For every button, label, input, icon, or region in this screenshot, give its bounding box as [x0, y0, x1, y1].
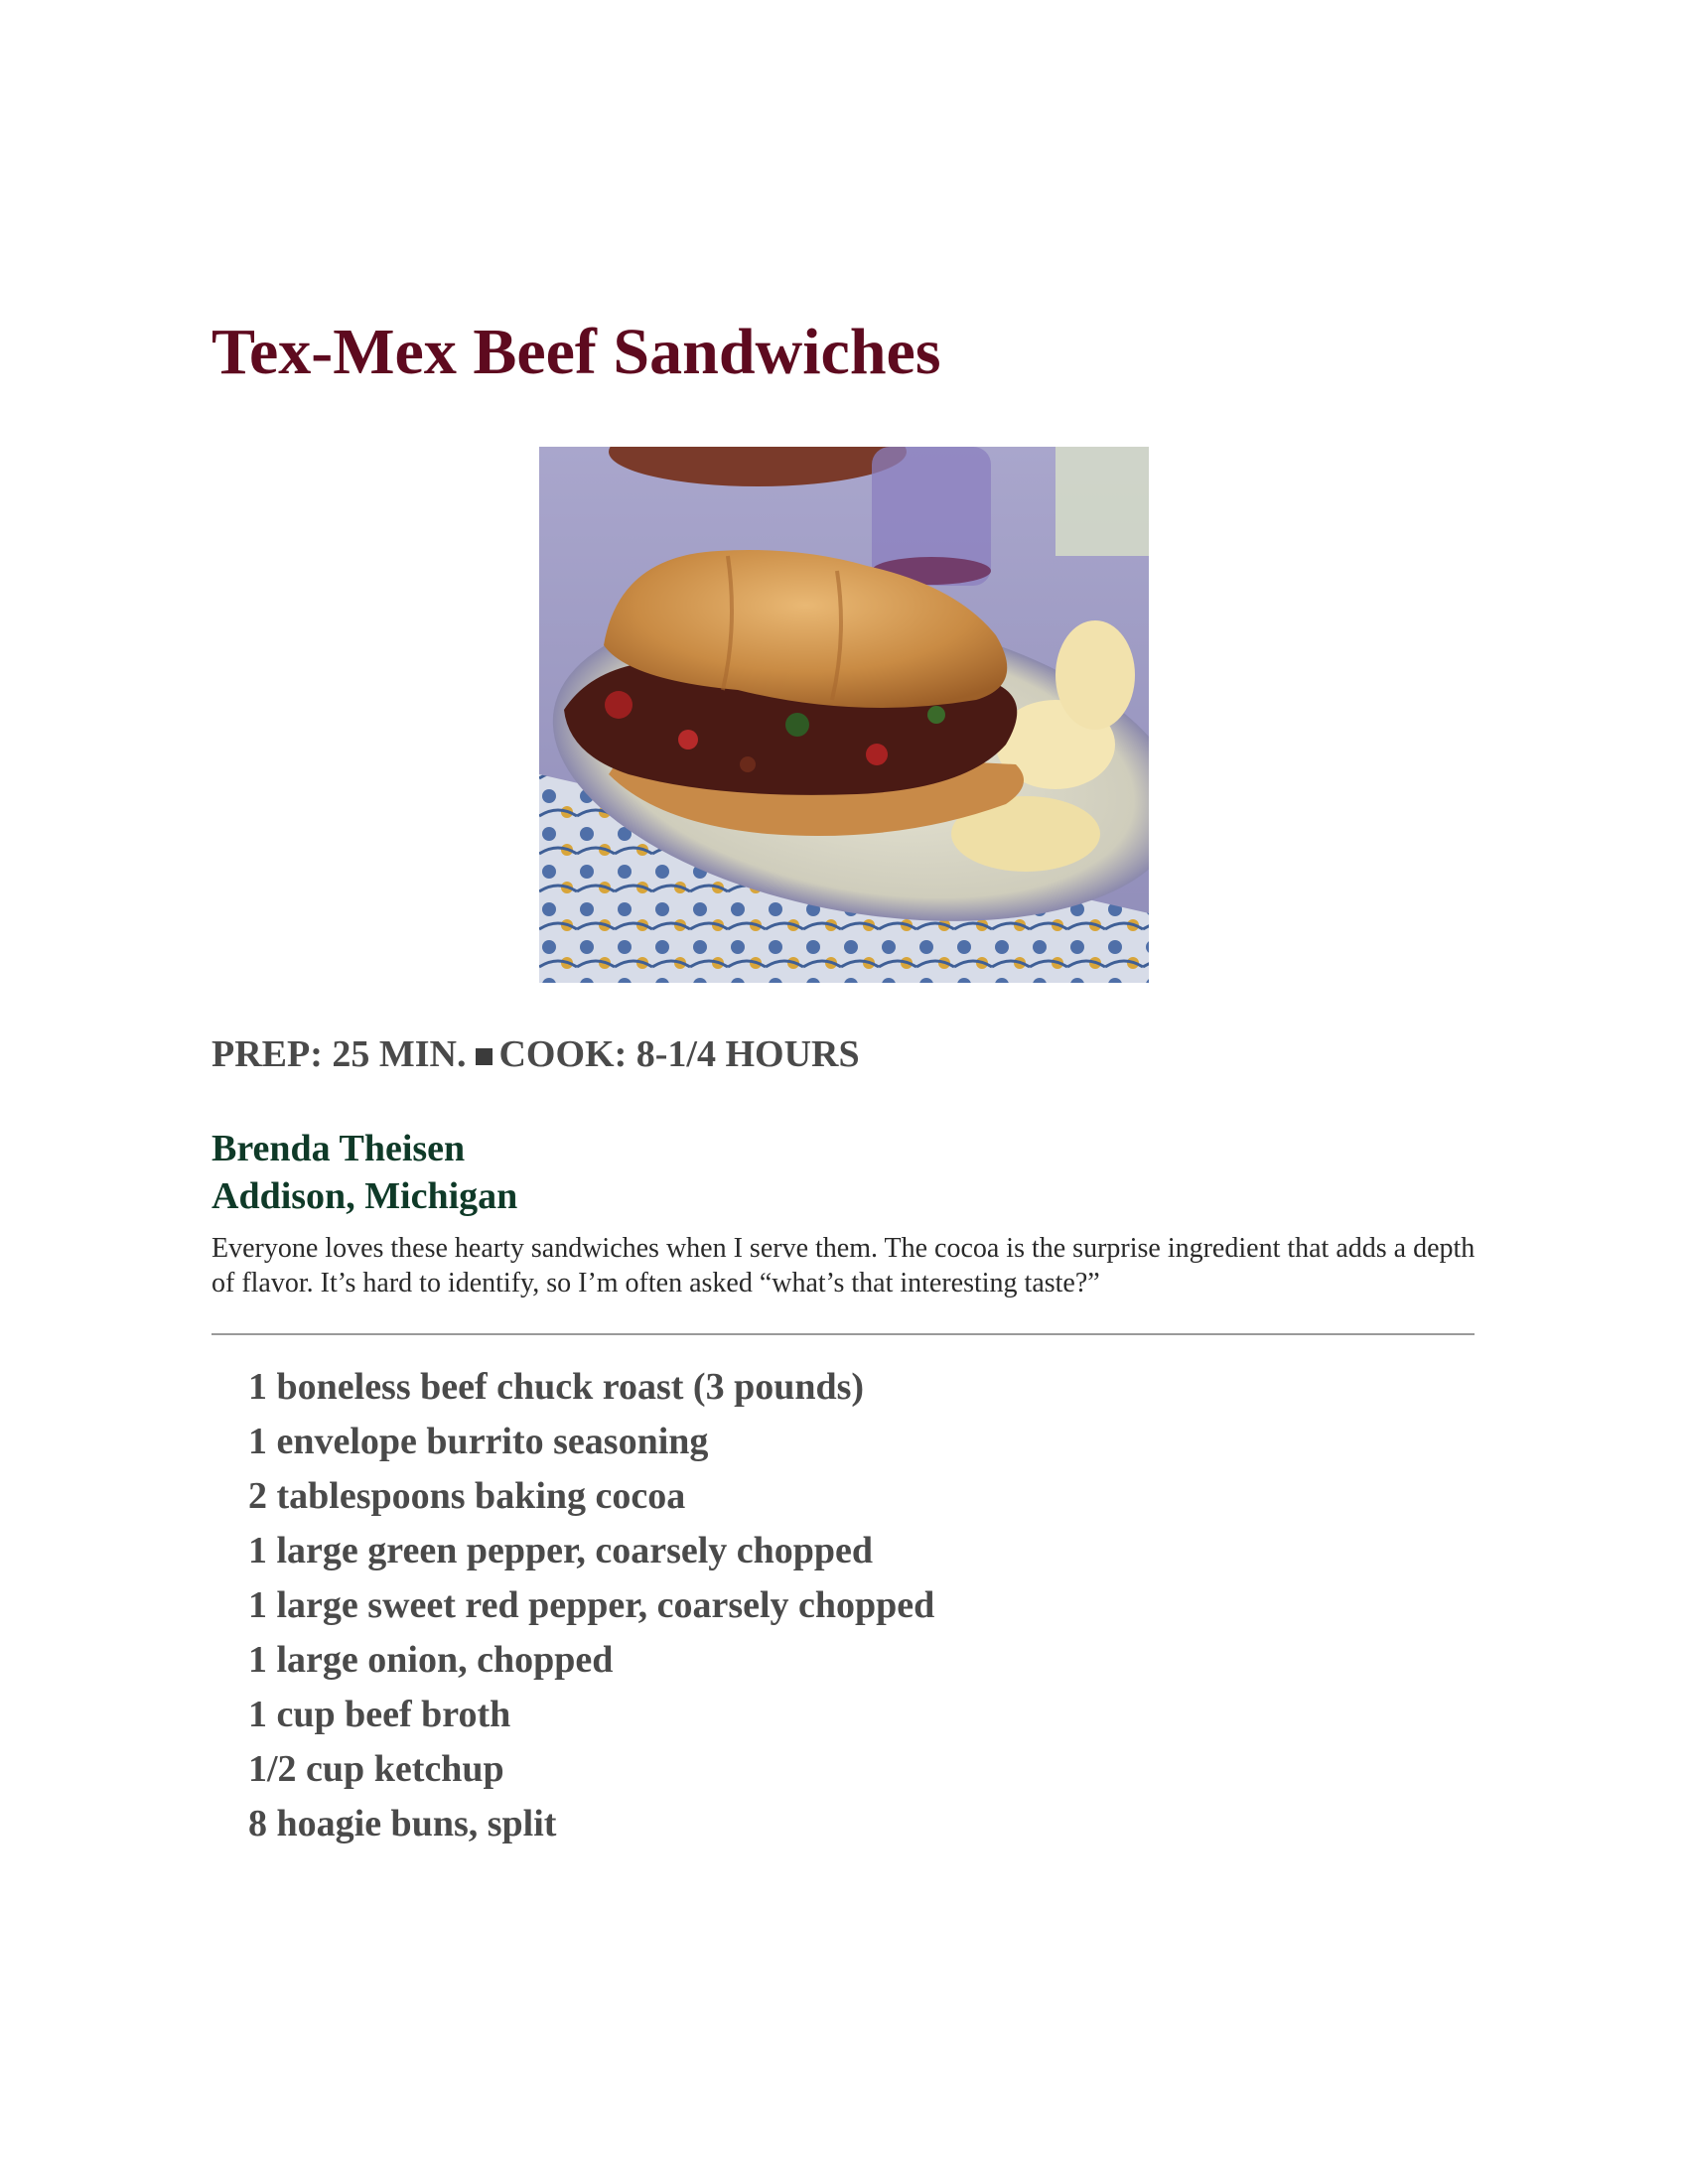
prep-time: PREP: 25 MIN. — [211, 1033, 467, 1075]
cook-time: COOK: 8-1/4 HOURS — [498, 1033, 860, 1075]
recipe-intro: Everyone loves these hearty sandwiches when I serve them. The cocoa is the surprise ingredient that adds a depth of flavor. It’s hard to identify, so I’m often asked “what’s that interesting taste?” — [211, 1233, 1476, 1298]
time-info — [211, 1035, 860, 1073]
ingredient-item: 2 tablespoons baking cocoa — [248, 1475, 686, 1517]
sandwich-photo — [539, 447, 1149, 983]
ingredient-item: 1 boneless beef chuck roast (3 pounds) — [248, 1366, 865, 1408]
ingredient-item: 1 envelope burrito seasoning — [248, 1421, 709, 1462]
ingredient-item: 1 large onion, chopped — [248, 1639, 614, 1681]
ingredient-item: 1 large sweet red pepper, coarsely chopped — [248, 1584, 935, 1626]
ingredient-item: 1 cup beef broth — [248, 1694, 511, 1735]
author-location: Addison, Michigan — [211, 1175, 518, 1217]
ingredient-item: 8 hoagie buns, split — [248, 1803, 557, 1844]
recipe-title: Tex-Mex Beef Sandwiches — [211, 316, 941, 388]
ingredient-item: 1 large green pepper, coarsely chopped — [248, 1530, 874, 1571]
divider — [211, 1333, 1475, 1335]
ingredient-item: 1/2 cup ketchup — [248, 1748, 504, 1790]
author-block — [211, 1125, 517, 1220]
ingredient-list — [248, 1360, 934, 1851]
separator-square-icon — [476, 1048, 492, 1065]
author-name: Brenda Theisen — [211, 1128, 466, 1169]
